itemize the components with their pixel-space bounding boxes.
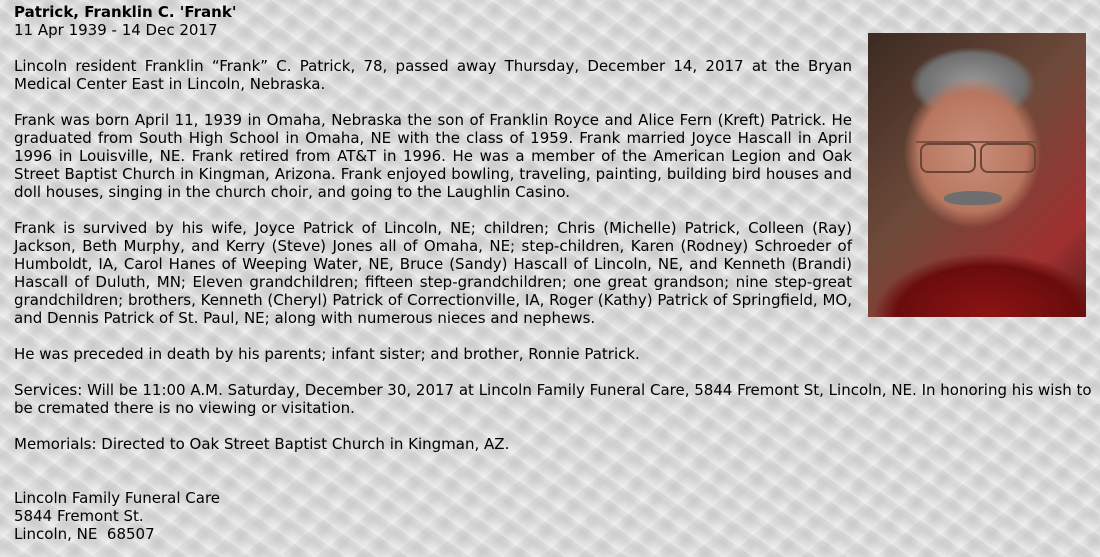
- paragraph-services: Services: Will be 11:00 A.M. Saturday, December 30, 2017 at Lincoln Family Funeral Care, 5844 Fremont St, Lincoln, NE. In honoring his wish to be cremated there is no viewing or visitation.: [14, 381, 1092, 417]
- obituary-dates: 11 Apr 1939 - 14 Dec 2017: [14, 21, 218, 39]
- paragraph-preceded: He was preceded in death by his parents; infant sister; and brother, Ronnie Patrick.: [14, 345, 640, 363]
- obituary-name: Patrick, Franklin C. 'Frank': [14, 3, 237, 21]
- funeral-home-name: Lincoln Family Funeral Care: [14, 489, 221, 507]
- obituary: [14, 3, 1094, 543]
- mustache-shape: [944, 191, 1002, 205]
- funeral-home-street: 5844 Fremont St.: [14, 507, 144, 525]
- paragraph-memorials: Memorials: Directed to Oak Street Baptist Church in Kingman, AZ.: [14, 435, 510, 453]
- paragraph-intro: Lincoln resident Franklin “Frank” C. Patrick, 78, passed away Thursday, December 14, 2017 at the Bryan Medical Center East in Lincoln, Nebraska.: [14, 57, 852, 93]
- glasses-shape: [916, 141, 1040, 173]
- paragraph-biography: Frank was born April 11, 1939 in Omaha, Nebraska the son of Franklin Royce and Alice Fern (Kreft) Patrick. He graduated from South High School in Omaha, NE with the class of 1959. Frank married Joyce Hascall in April 1996 in Louisville, NE. Frank retired from AT&T in 1996. He was a member of the American Legion and Oak Street Baptist Church in Kingman, Arizona. Frank enjoyed bowling, traveling, painting, building bird houses and doll houses, singing in the church choir, and going to the Laughlin Casino.: [14, 111, 852, 201]
- portrait-photo: [868, 33, 1086, 317]
- paragraph-survivors: Frank is survived by his wife, Joyce Patrick of Lincoln, NE; children; Chris (Michelle) Patrick, Colleen (Ray) Jackson, Beth Murphy, and Kerry (Steve) Jones all of Omaha, NE; step-children, Karen (Rodney) Schroeder of Humboldt, IA, Carol Hanes of Weeping Water, NE, Bruce (Sandy) Hascall of Lincoln, NE, and Kenneth (Brandi) Hascall of Duluth, MN; Eleven grandchildren; fifteen step-grandchildren; one great grandson; nine step-great grandchildren; brothers, Kenneth (Cheryl) Patrick of Correctionville, IA, Roger (Kathy) Patrick of Springfield, MO, and Dennis Patrick of St. Paul, NE; along with numerous nieces and nephews.: [14, 219, 852, 327]
- funeral-home-city: Lincoln, NE 68507: [14, 525, 155, 543]
